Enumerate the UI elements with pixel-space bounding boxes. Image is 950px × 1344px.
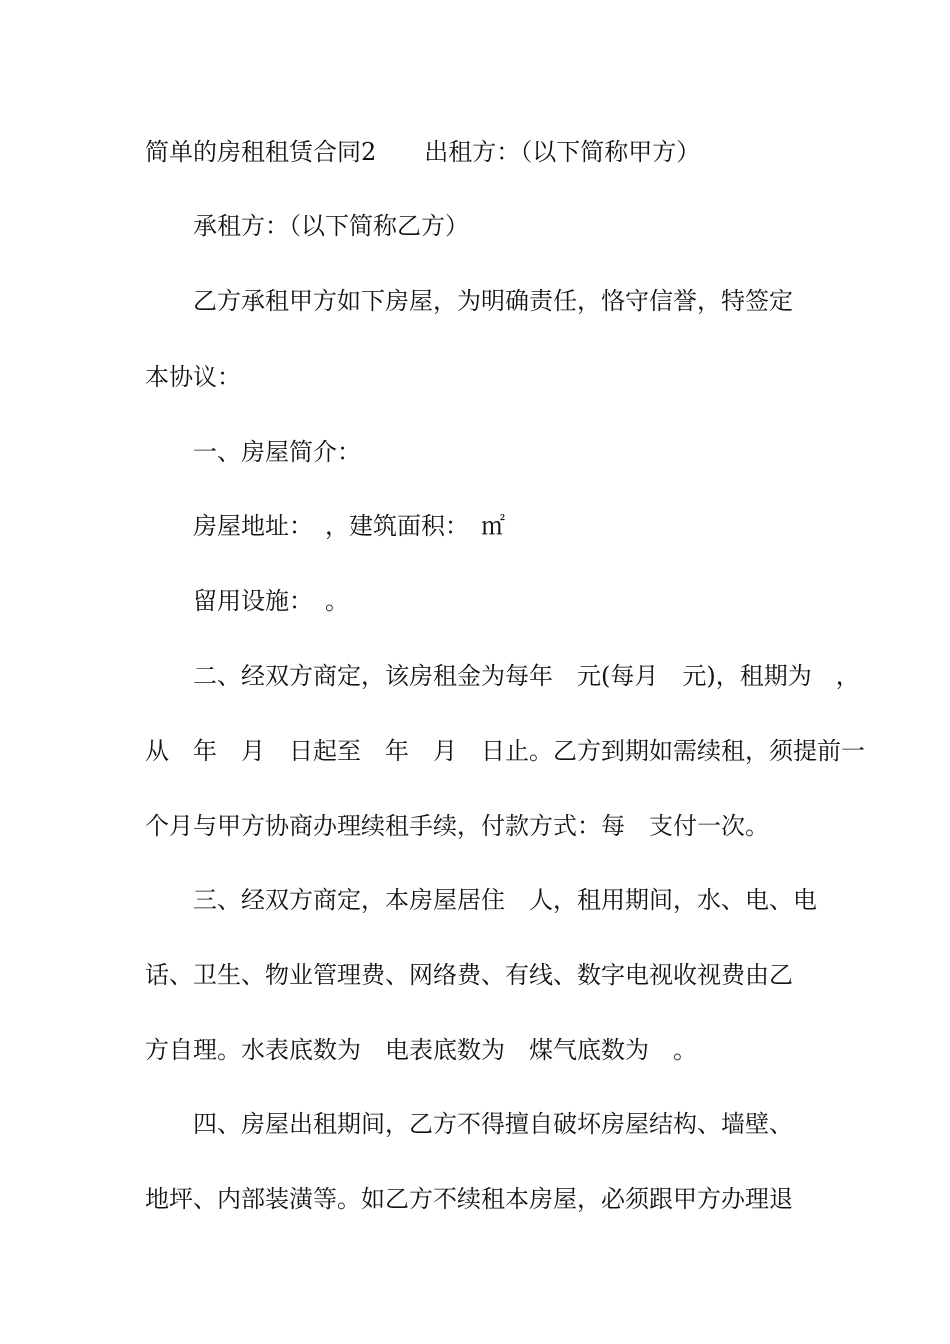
address-line: 房屋地址： ，建筑面积： ㎡ [193, 512, 505, 540]
paragraph-line: 本协议： [145, 363, 241, 391]
paragraph-line: 乙方承租甲方如下房屋，为明确责任，恪守信誉，特签定 [193, 287, 793, 315]
title-line: 简单的房租租赁合同2 出租方：（以下简称甲方） [145, 138, 701, 166]
section-heading-1: 一、房屋简介： [193, 438, 361, 466]
lessee-line: 承租方：（以下简称乙方） [193, 212, 469, 240]
section-3-line: 话、卫生、物业管理费、网络费、有线、数字电视收视费由乙 [145, 961, 793, 989]
section-3-line: 方自理。水表底数为 电表底数为 煤气底数为 。 [145, 1036, 697, 1064]
section-4-line: 地坪、内部装潢等。如乙方不续租本房屋，必须跟甲方办理退 [145, 1185, 793, 1213]
section-2-line: 从 年 月 日起至 年 月 日止。乙方到期如需续租，须提前一 [145, 737, 865, 765]
section-2-line: 二、经双方商定，该房租金为每年 元(每月 元)，租期为 ， [193, 662, 860, 690]
section-2-line: 个月与甲方协商办理续租手续，付款方式：每 支付一次。 [145, 812, 769, 840]
section-3-line: 三、经双方商定，本房屋居住 人，租用期间，水、电、电 [193, 886, 817, 914]
section-4-line: 四、房屋出租期间，乙方不得擅自破坏房屋结构、墙壁、 [193, 1110, 793, 1138]
facilities-line: 留用设施： 。 [193, 587, 349, 615]
